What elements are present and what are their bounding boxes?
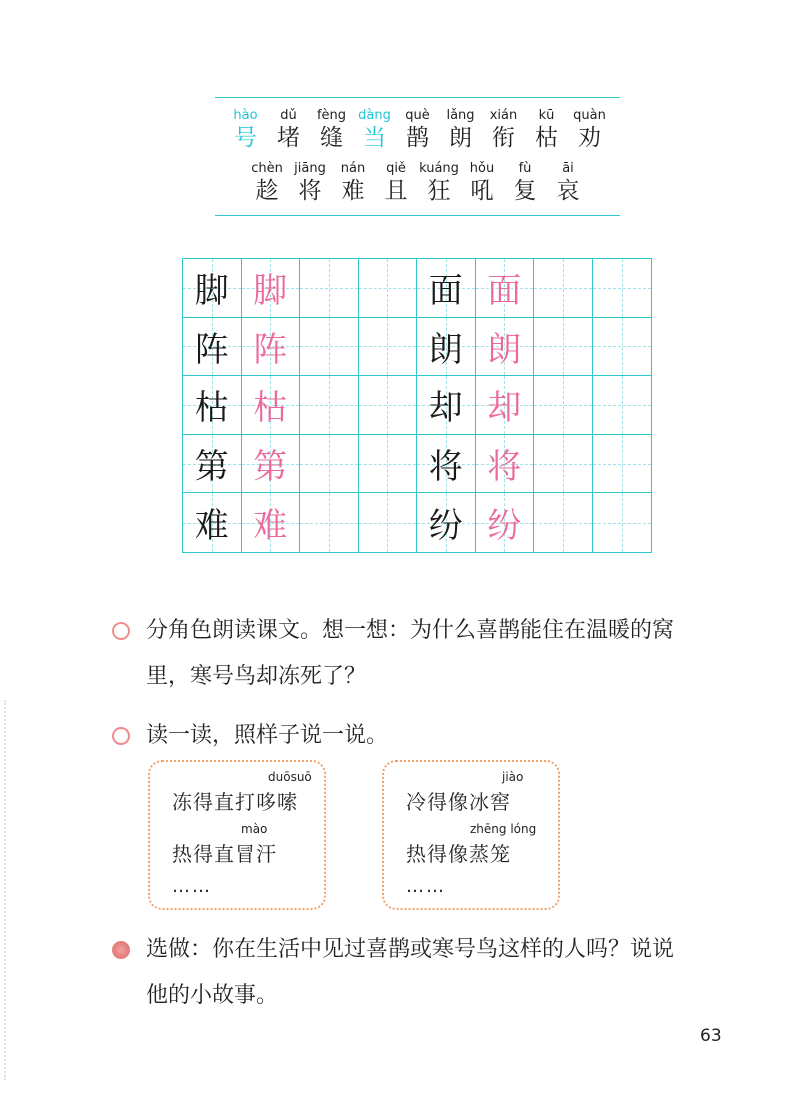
grid-character: 脚 bbox=[253, 271, 288, 312]
trace-character bbox=[476, 376, 535, 435]
grid-character: 却 bbox=[428, 388, 463, 429]
char-cell bbox=[354, 108, 395, 152]
pinyin: dǔ bbox=[280, 108, 297, 123]
grid-character: 枯 bbox=[253, 388, 288, 429]
hanzi: 将 bbox=[298, 178, 322, 204]
empty-practice-cell bbox=[593, 318, 652, 377]
trace-character bbox=[476, 435, 535, 494]
char-cell bbox=[505, 161, 546, 205]
empty-practice-cell bbox=[359, 376, 418, 435]
hanzi: 趁 bbox=[255, 178, 279, 204]
model-character bbox=[183, 376, 242, 435]
example-text: 冻得直打哆嗦 bbox=[172, 790, 298, 814]
example-box-left bbox=[148, 760, 326, 910]
char-cell bbox=[419, 161, 460, 205]
empty-practice-cell bbox=[300, 318, 359, 377]
model-character bbox=[183, 259, 242, 318]
hanzi: 号 bbox=[234, 125, 257, 151]
trace-character bbox=[242, 259, 301, 318]
hanzi: 当 bbox=[363, 125, 386, 151]
hanzi: 枯 bbox=[535, 125, 558, 151]
hanzi: 吼 bbox=[470, 178, 494, 204]
pinyin-zhenglong: zhēng lóng bbox=[470, 822, 537, 836]
exercise-1 bbox=[146, 608, 736, 700]
empty-practice-cell bbox=[300, 435, 359, 494]
hanzi: 衔 bbox=[492, 125, 515, 151]
char-cell bbox=[376, 161, 417, 205]
empty-practice-cell bbox=[534, 259, 593, 318]
hanzi: 缝 bbox=[320, 125, 343, 151]
hanzi: 难 bbox=[341, 178, 365, 204]
pinyin: āi bbox=[562, 161, 574, 176]
char-cell bbox=[440, 108, 481, 152]
hanzi: 哀 bbox=[556, 178, 580, 204]
bottom-rule bbox=[215, 215, 620, 216]
grid-character: 脚 bbox=[194, 271, 229, 312]
char-cell bbox=[225, 108, 266, 152]
char-cell bbox=[483, 108, 524, 152]
circle-bullet-icon bbox=[112, 622, 130, 640]
hanzi: 劝 bbox=[578, 125, 601, 151]
char-cell bbox=[569, 108, 610, 152]
grid-character: 难 bbox=[194, 506, 229, 547]
grid-character: 将 bbox=[487, 447, 522, 488]
grid-character: 第 bbox=[253, 447, 288, 488]
empty-practice-cell bbox=[593, 376, 652, 435]
exercise-3-line-2: 他的小故事。 bbox=[146, 983, 279, 1008]
empty-practice-cell bbox=[359, 259, 418, 318]
char-cell bbox=[548, 161, 589, 205]
grid-character: 却 bbox=[487, 388, 522, 429]
pinyin: dàng bbox=[358, 108, 391, 123]
pinyin: kuáng bbox=[419, 161, 459, 176]
hanzi: 朗 bbox=[449, 125, 472, 151]
empty-practice-cell bbox=[534, 318, 593, 377]
model-character bbox=[417, 493, 476, 552]
example-text: 冷得像冰窖 bbox=[406, 790, 511, 814]
exercise-1-line-2: 里，寒号鸟却冻死了？ bbox=[146, 664, 367, 689]
pinyin: kū bbox=[538, 108, 555, 123]
hanzi: 且 bbox=[384, 178, 408, 204]
example-box-right bbox=[382, 760, 560, 910]
empty-practice-cell bbox=[359, 493, 418, 552]
pinyin: hǒu bbox=[469, 161, 495, 176]
grid-character: 阵 bbox=[194, 329, 229, 370]
pinyin-mao: mào bbox=[241, 822, 268, 836]
empty-practice-cell bbox=[534, 376, 593, 435]
model-character bbox=[183, 493, 242, 552]
grid-character: 难 bbox=[253, 506, 288, 547]
grid-character: 面 bbox=[428, 271, 463, 312]
model-character bbox=[183, 435, 242, 494]
hanzi: 狂 bbox=[427, 178, 451, 204]
trace-character bbox=[242, 318, 301, 377]
empty-practice-cell bbox=[300, 259, 359, 318]
empty-practice-cell bbox=[593, 259, 652, 318]
pinyin: xián bbox=[489, 108, 518, 123]
flower-bullet-icon bbox=[112, 941, 130, 959]
pinyin: jiāng bbox=[294, 161, 326, 176]
char-cell bbox=[290, 161, 331, 205]
char-cell bbox=[526, 108, 567, 152]
writing-grid bbox=[182, 258, 652, 553]
exercise-2: 读一读，照样子说一说。 bbox=[146, 723, 389, 748]
char-cell bbox=[397, 108, 438, 152]
model-character bbox=[183, 318, 242, 377]
page-binding-edge bbox=[4, 700, 8, 1080]
grid-character: 朗 bbox=[428, 329, 463, 370]
example-text: 热得像蒸笼 bbox=[406, 842, 511, 866]
empty-practice-cell bbox=[534, 435, 593, 494]
char-cell bbox=[268, 108, 309, 152]
char-cell bbox=[333, 161, 374, 205]
empty-practice-cell bbox=[359, 318, 418, 377]
pinyin: què bbox=[405, 108, 430, 123]
model-character bbox=[417, 318, 476, 377]
trace-character bbox=[476, 259, 535, 318]
pinyin: lǎng bbox=[446, 108, 475, 123]
grid-character: 枯 bbox=[194, 388, 229, 429]
top-rule bbox=[215, 97, 620, 98]
trace-character bbox=[476, 318, 535, 377]
pinyin: fù bbox=[518, 161, 532, 176]
grid-character: 第 bbox=[194, 447, 229, 488]
trace-character bbox=[242, 493, 301, 552]
hanzi: 复 bbox=[513, 178, 537, 204]
example-text: 热得直冒汗 bbox=[172, 842, 277, 866]
grid-character: 纷 bbox=[487, 506, 522, 547]
grid-character: 面 bbox=[487, 271, 522, 312]
grid-character: 将 bbox=[428, 447, 463, 488]
ellipsis: …… bbox=[406, 876, 446, 897]
hanzi: 堵 bbox=[277, 125, 300, 151]
circle-bullet-icon bbox=[112, 727, 130, 745]
empty-practice-cell bbox=[534, 493, 593, 552]
pinyin: quàn bbox=[573, 108, 606, 123]
pinyin-jiao: jiào bbox=[502, 770, 524, 784]
grid-character: 朗 bbox=[487, 329, 522, 370]
char-cell bbox=[247, 161, 288, 205]
model-character bbox=[417, 435, 476, 494]
grid-character: 阵 bbox=[253, 329, 288, 370]
pinyin: qiě bbox=[386, 161, 406, 176]
pinyin: hào bbox=[233, 108, 258, 123]
pinyin: nán bbox=[340, 161, 366, 176]
page-number: 63 bbox=[700, 1026, 722, 1046]
empty-practice-cell bbox=[593, 435, 652, 494]
grid-character: 纷 bbox=[428, 506, 463, 547]
trace-character bbox=[476, 493, 535, 552]
exercise-3 bbox=[146, 927, 736, 1019]
exercise-3-line-1: 选做：你在生活中见过喜鹊或寒号鸟这样的人吗？说说 bbox=[146, 937, 675, 962]
pinyin: fèng bbox=[316, 108, 347, 123]
trace-character bbox=[242, 376, 301, 435]
exercise-1-line-1: 分角色朗读课文。想一想：为什么喜鹊能住在温暖的窝 bbox=[146, 618, 675, 643]
model-character bbox=[417, 376, 476, 435]
trace-character bbox=[242, 435, 301, 494]
model-character bbox=[417, 259, 476, 318]
pinyin: chèn bbox=[251, 161, 283, 176]
ellipsis: …… bbox=[172, 876, 212, 897]
empty-practice-cell bbox=[300, 376, 359, 435]
char-row-2 bbox=[215, 161, 620, 205]
hanzi: 鹊 bbox=[406, 125, 429, 151]
empty-practice-cell bbox=[593, 493, 652, 552]
empty-practice-cell bbox=[359, 435, 418, 494]
char-cell bbox=[462, 161, 503, 205]
char-row-1 bbox=[215, 108, 620, 152]
empty-practice-cell bbox=[300, 493, 359, 552]
char-cell bbox=[311, 108, 352, 152]
pinyin-duosuo: duōsuō bbox=[268, 770, 312, 784]
